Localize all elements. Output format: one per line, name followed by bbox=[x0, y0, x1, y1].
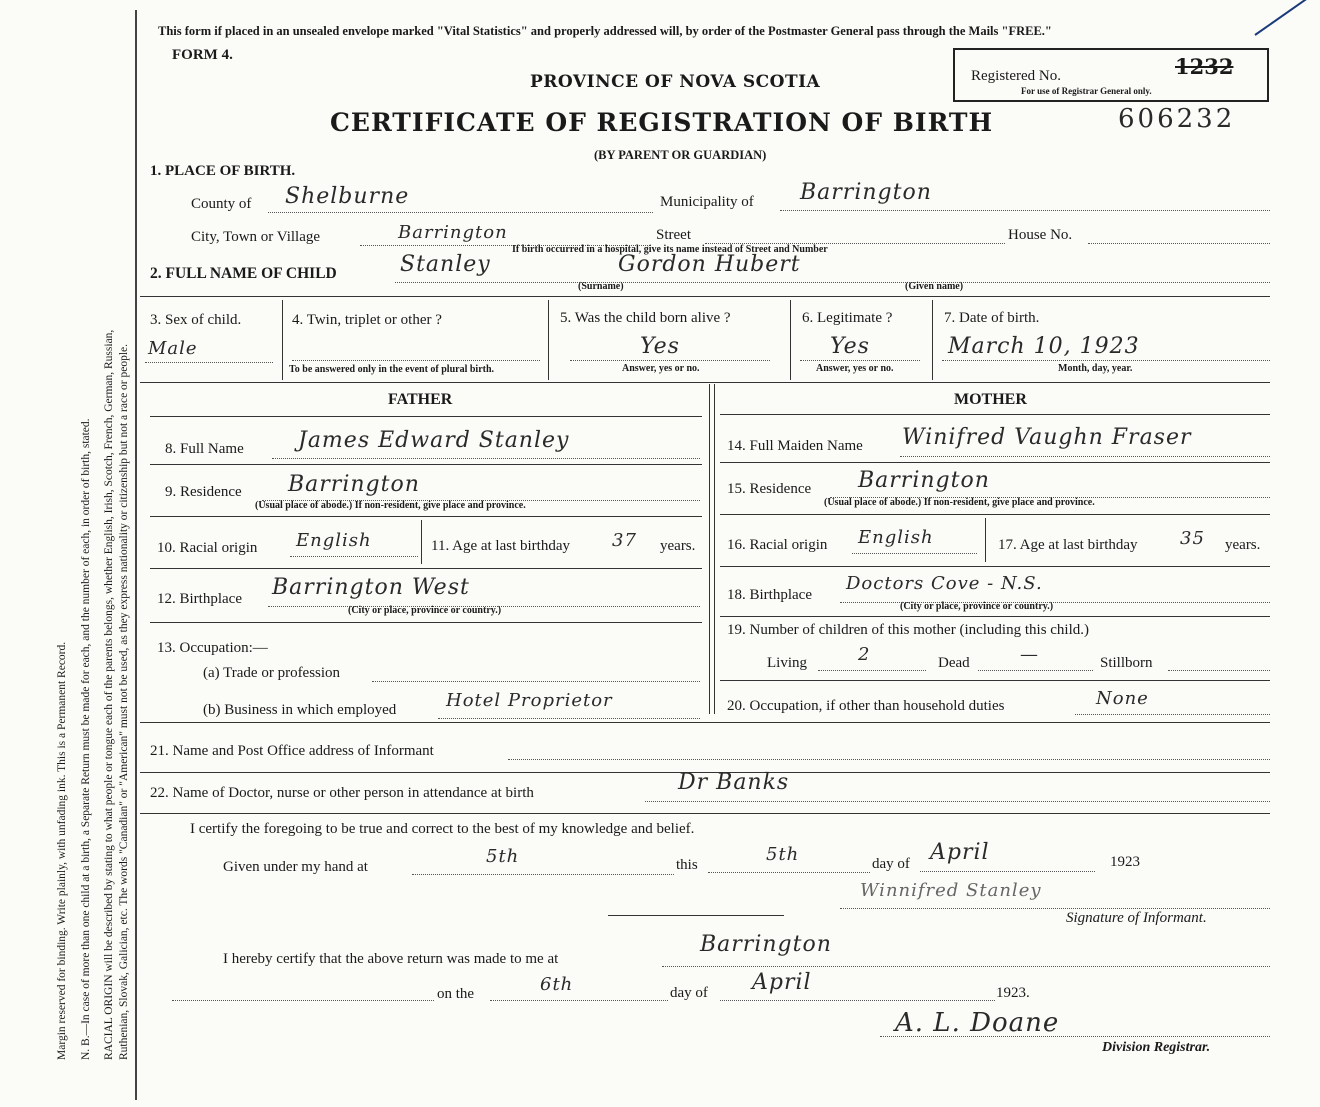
registered-box bbox=[953, 48, 1269, 102]
sex-label: 3. Sex of child. bbox=[150, 312, 242, 328]
municipality-label: Municipality of bbox=[660, 194, 754, 210]
mother-occupation-label: 20. Occupation, if other than household duties bbox=[727, 698, 1005, 714]
doctor-value: Dr Banks bbox=[678, 770, 790, 795]
father-residence-caption: (Usual place of abode.) If non-resident, give place and province. bbox=[255, 500, 526, 511]
dob-caption: Month, day, year. bbox=[1058, 363, 1133, 374]
father-age-value: 37 bbox=[612, 530, 637, 551]
registrar-day-of-label: day of bbox=[670, 985, 708, 1001]
father-birthplace-label: 12. Birthplace bbox=[157, 591, 242, 607]
side-note-1: Margin reserved for binding. Write plainly, with unfading ink. This is a Permanent Record. bbox=[56, 641, 68, 1060]
stillborn-label: Stillborn bbox=[1100, 655, 1153, 671]
legitimate-label: 6. Legitimate ? bbox=[802, 310, 893, 326]
dob-label: 7. Date of birth. bbox=[944, 310, 1040, 326]
twin-label: 4. Twin, triplet or other ? bbox=[292, 312, 442, 328]
registered-number-handwritten: 606232 bbox=[1118, 104, 1236, 134]
informant-signature-label: Signature of Informant. bbox=[1066, 910, 1207, 926]
born-alive-caption: Answer, yes or no. bbox=[622, 363, 700, 374]
page-title: CERTIFICATE OF REGISTRATION OF BIRTH bbox=[330, 108, 994, 137]
dead-value: — bbox=[1020, 644, 1039, 665]
living-label: Living bbox=[767, 655, 807, 671]
county-label: County of bbox=[191, 196, 252, 212]
father-race-value: English bbox=[296, 530, 372, 551]
father-birthplace-value: Barrington West bbox=[272, 575, 470, 600]
side-note-2: N. B.—In case of more than one child at a birth, a Separate Return must be made for each, and the number of each, in order of birth, stated. bbox=[80, 418, 92, 1060]
cert-year: 1923 bbox=[1110, 854, 1140, 870]
province-heading: PROVINCE OF NOVA SCOTIA bbox=[530, 72, 821, 92]
mother-children-label: 19. Number of children of this mother (including this child.) bbox=[727, 622, 1090, 638]
mother-birthplace-caption: (City or place, province or country.) bbox=[900, 601, 1054, 612]
registrar-signature: A. L. Doane bbox=[895, 1008, 1060, 1038]
mother-residence-value: Barrington bbox=[858, 468, 990, 493]
house-no-label: House No. bbox=[1008, 227, 1073, 243]
this-label: this bbox=[676, 857, 698, 873]
father-business-label: (b) Business in which employed bbox=[203, 702, 397, 718]
legitimate-value: Yes bbox=[830, 334, 870, 359]
mother-race-value: English bbox=[858, 527, 934, 548]
mother-residence-label: 15. Residence bbox=[727, 481, 812, 497]
informant-signature: Winnifred Stanley bbox=[860, 880, 1042, 901]
this-day-value: 5th bbox=[766, 844, 800, 865]
father-residence-label: 9. Residence bbox=[165, 484, 242, 500]
child-name-label: 2. FULL NAME OF CHILD bbox=[150, 265, 337, 282]
informant-label: 21. Name and Post Office address of Informant bbox=[150, 743, 434, 759]
city-value: Barrington bbox=[398, 222, 508, 243]
legitimate-caption: Answer, yes or no. bbox=[816, 363, 894, 374]
born-alive-label: 5. Was the child born alive ? bbox=[560, 310, 731, 326]
mother-residence-caption: (Usual place of abode.) If non-resident, give place and province. bbox=[824, 497, 1095, 508]
registrar-signature-label: Division Registrar. bbox=[1102, 1040, 1211, 1055]
dead-label: Dead bbox=[938, 655, 970, 671]
cert-month-value: April bbox=[930, 840, 990, 865]
mother-years-label: years. bbox=[1225, 537, 1261, 553]
given-at-value: 5th bbox=[486, 846, 520, 867]
side-note-3: RACIAL ORIGIN will be described by stating to what people or tongue each of the parents belongs, whether English, Irish, Scotch, French, German, Russian, bbox=[103, 329, 115, 1060]
father-years-label: years. bbox=[660, 538, 696, 554]
registrar-month-value: April bbox=[752, 970, 812, 995]
given-under-label: Given under my hand at bbox=[223, 859, 368, 875]
father-occupation-label: 13. Occupation:— bbox=[157, 640, 268, 656]
registered-struck-number: 1232 bbox=[1175, 54, 1234, 79]
hospital-note: If birth occurred in a hospital, give its name instead of Street and Number bbox=[512, 244, 828, 255]
mother-occupation-value: None bbox=[1096, 688, 1149, 709]
dob-value: March 10, 1923 bbox=[948, 334, 1140, 359]
mother-name-label: 14. Full Maiden Name bbox=[727, 438, 863, 454]
place-of-birth-label: 1. PLACE OF BIRTH. bbox=[150, 163, 296, 179]
county-value: Shelburne bbox=[285, 184, 410, 209]
mother-race-label: 16. Racial origin bbox=[727, 537, 828, 553]
mother-age-label: 17. Age at last birthday bbox=[998, 537, 1138, 553]
form-number: FORM 4. bbox=[172, 47, 233, 63]
mother-birthplace-value: Doctors Cove - N.S. bbox=[846, 573, 1043, 594]
father-race-label: 10. Racial origin bbox=[157, 540, 258, 556]
born-alive-value: Yes bbox=[640, 334, 680, 359]
municipality-value: Barrington bbox=[800, 180, 932, 205]
day-of-label: day of bbox=[872, 856, 910, 872]
father-business-value: Hotel Proprietor bbox=[446, 690, 613, 711]
father-residence-value: Barrington bbox=[288, 472, 420, 497]
child-given-name: Gordon Hubert bbox=[618, 252, 801, 277]
city-label: City, Town or Village bbox=[191, 229, 321, 245]
street-label: Street bbox=[656, 227, 691, 243]
doctor-label: 22. Name of Doctor, nurse or other person in attendance at birth bbox=[150, 785, 534, 801]
twin-caption: To be answered only in the event of plural birth. bbox=[289, 364, 495, 375]
registrar-statement: I hereby certify that the above return was made to me at bbox=[223, 951, 559, 967]
registered-label: Registered No. bbox=[971, 68, 1061, 84]
registered-note: For use of Registrar General only. bbox=[1021, 86, 1152, 96]
registrar-day-value: 6th bbox=[540, 974, 574, 995]
father-name-label: 8. Full Name bbox=[165, 441, 244, 457]
given-name-caption: (Given name) bbox=[905, 281, 964, 292]
living-value: 2 bbox=[858, 644, 871, 665]
registrar-year: 1923. bbox=[996, 985, 1030, 1001]
father-name-value: James Edward Stanley bbox=[298, 428, 570, 453]
mother-name-value: Winifred Vaughn Fraser bbox=[902, 425, 1192, 450]
mother-heading: MOTHER bbox=[954, 391, 1027, 408]
mail-notice: This form if placed in an unsealed envelope marked "Vital Statistics" and properly addressed will, by order of the Postmaster General pass through the Mails "FREE." bbox=[158, 24, 1052, 38]
mother-birthplace-label: 18. Birthplace bbox=[727, 587, 812, 603]
surname-caption: (Surname) bbox=[578, 281, 624, 292]
registrar-place-value: Barrington bbox=[700, 932, 832, 957]
father-heading: FATHER bbox=[388, 391, 453, 408]
mother-age-value: 35 bbox=[1180, 528, 1205, 549]
father-age-label: 11. Age at last birthday bbox=[431, 538, 570, 554]
on-the-label: on the bbox=[437, 986, 475, 1002]
check-mark-stroke bbox=[1254, 0, 1312, 36]
father-trade-label: (a) Trade or profession bbox=[203, 665, 341, 681]
sex-value: Male bbox=[148, 338, 198, 359]
father-birthplace-caption: (City or place, province or country.) bbox=[348, 605, 502, 616]
certify-statement: I certify the foregoing to be true and correct to the best of my knowledge and belief. bbox=[190, 821, 695, 837]
side-note-4: Ruthenian, Slovak, Galician, etc. The words "Canadian" or "American" must not be used, as they express nationality or citizenship but not a race or people. bbox=[118, 343, 130, 1060]
page-subtitle: (BY PARENT OR GUARDIAN) bbox=[594, 148, 767, 162]
child-surname: Stanley bbox=[400, 252, 491, 277]
binding-margin-line bbox=[135, 10, 137, 1100]
